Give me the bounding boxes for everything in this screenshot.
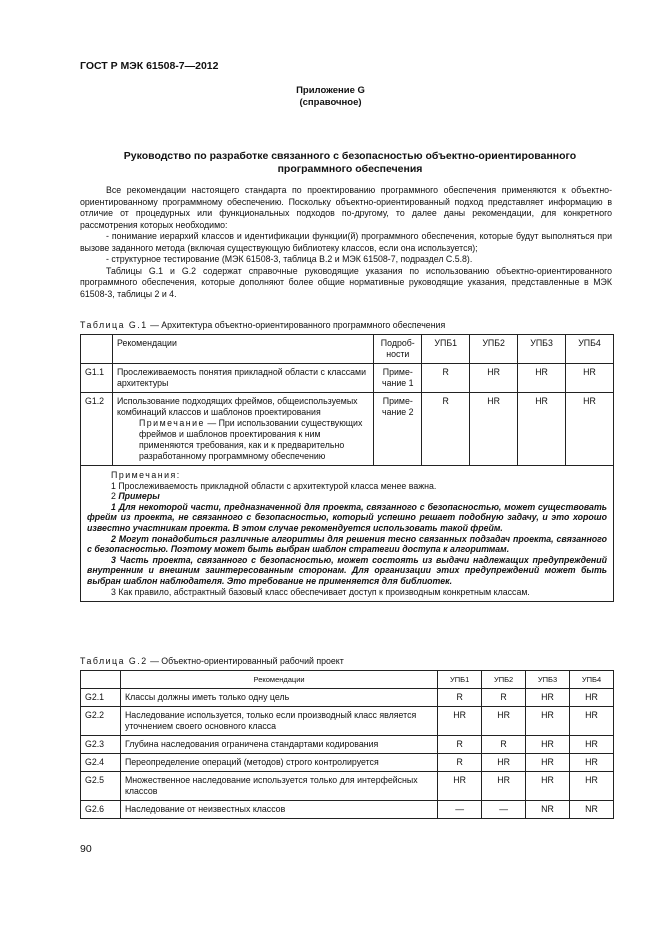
table2-caption — [80, 656, 344, 666]
row-sil1: R — [422, 364, 470, 393]
table-row — [81, 754, 614, 772]
row-sil1: R — [422, 393, 470, 466]
row-recommendation: Множественное наследование используется только для интерфейсных классов — [120, 772, 437, 801]
row-details: Приме-чание 1 — [374, 364, 422, 393]
table-notes-row — [81, 466, 614, 602]
header-cell — [81, 335, 113, 364]
header-cell: УПБ3 — [518, 335, 566, 364]
intro-text — [80, 185, 612, 300]
row-recommendation — [112, 393, 373, 466]
header-cell: УПБ1 — [422, 335, 470, 364]
row-id: G2.2 — [81, 707, 121, 736]
appendix-label: Приложение G — [296, 85, 365, 96]
row-recommendation: Наследование от неизвестных классов — [120, 801, 437, 819]
header-cell: УПБ2 — [482, 671, 526, 689]
row-id: G1.1 — [81, 364, 113, 393]
row-sil1: R — [438, 689, 482, 707]
row-note-label: Примечание — [138, 418, 205, 428]
row-sil3: NR — [526, 801, 570, 819]
row-sil3: HR — [526, 707, 570, 736]
example-item: 1 Для некоторой части, предназначенной для проекта, связанного с безопасностью, может существовать фрейм из проекта, не связанного с безопасностью, который успешно решает подобную задачу, и это хорошо известно участникам проекта. В этом случае рекомендуется использовать такой фрейм. — [87, 501, 607, 533]
row-sil4: HR — [570, 772, 614, 801]
table-row — [81, 707, 614, 736]
table-row — [81, 689, 614, 707]
row-sil2: — — [482, 801, 526, 819]
row-sil4: HR — [570, 754, 614, 772]
table-header-row — [81, 671, 614, 689]
table-row — [81, 364, 614, 393]
row-sil3: HR — [526, 772, 570, 801]
row-sil4: HR — [566, 393, 614, 466]
row-sil2: HR — [470, 364, 518, 393]
note-number: 2 — [111, 491, 119, 502]
header-cell: Рекомендации — [112, 335, 373, 364]
page-number: 90 — [80, 843, 92, 855]
table-notes — [81, 466, 614, 602]
document-id: ГОСТ Р МЭК 61508-7—2012 — [80, 60, 219, 72]
row-id: G1.2 — [81, 393, 113, 466]
row-sil2: R — [482, 689, 526, 707]
row-recommendation: Классы должны иметь только одну цель — [120, 689, 437, 707]
note-item: 1 Прослеживаемость прикладной области с архитектурой класса менее важна. — [111, 480, 437, 491]
note-item: 3 Как правило, абстрактный базовый класс обеспечивает доступ к производным конкретным классам. — [111, 586, 530, 597]
row-sil1: — — [438, 801, 482, 819]
table2-caption-text: — Объектно-ориентированный рабочий проект — [147, 656, 344, 666]
row-recommendation: Прослеживаемость понятия прикладной области с классами архитектуры — [112, 364, 373, 393]
row-sil4: HR — [566, 364, 614, 393]
row-sil1: R — [438, 754, 482, 772]
row-id: G2.5 — [81, 772, 121, 801]
header-cell: УПБ3 — [526, 671, 570, 689]
header-cell — [81, 671, 121, 689]
row-sil4: HR — [570, 689, 614, 707]
intro-bullet: - структурное тестирование (МЭК 61508-3, таблица В.2 и МЭК 61508-7, подраздел С.5.8). — [106, 254, 473, 264]
row-sil2: HR — [482, 707, 526, 736]
row-recommendation: Наследование используется, только если производный класс является уточнением своего основного класса — [120, 707, 437, 736]
table-row — [81, 393, 614, 466]
table1 — [80, 334, 614, 602]
row-sil1: HR — [438, 772, 482, 801]
row-id: G2.1 — [81, 689, 121, 707]
header-cell: Рекомендации — [120, 671, 437, 689]
row-id: G2.4 — [81, 754, 121, 772]
row-sil2: HR — [482, 754, 526, 772]
note-item — [87, 491, 607, 502]
table1-caption-text: — Архитектура объектно-ориентированного программного обеспечения — [147, 320, 446, 330]
table1-caption — [80, 320, 445, 330]
section-title-line1: Руководство по разработке связанного с безопасностью объектно-ориентированного — [123, 150, 577, 162]
row-sil4: HR — [570, 707, 614, 736]
row-details: Приме-чание 2 — [374, 393, 422, 466]
notes-label: Примечания: — [111, 470, 181, 480]
row-sil2: HR — [470, 393, 518, 466]
row-sil1: R — [438, 736, 482, 754]
table1-caption-label: Таблица G.1 — [80, 320, 148, 330]
row-sil3: HR — [518, 393, 566, 466]
intro-paragraph: Таблицы G.1 и G.2 содержат справочные руководящие указания по использованию объектно-ориентированного программного обеспечения, которые дополняют более общие нормативные руководящие указания, представленные в МЭК 61508-3, таблицы 2 и 4. — [80, 265, 612, 299]
example-item: 2 Могут понадобиться различные алгоритмы для решения тесно связанных подзадач проекта, связанного с безопасностью. Поэтому может быть выбран шаблон стратегии доступа к алгоритмам. — [87, 533, 607, 555]
row-id: G2.3 — [81, 736, 121, 754]
table-header-row — [81, 335, 614, 364]
row-sil1: HR — [438, 707, 482, 736]
section-title-line2: программного обеспечения — [277, 163, 423, 175]
row-note-text: — При использовании существующих фреймов и шаблонов проектирования к ним применяются требования, как и к предварительно разработанному программному обеспечению — [138, 418, 363, 461]
section-title — [60, 150, 640, 176]
header-cell: УПБ4 — [570, 671, 614, 689]
header-cell: УПБ2 — [470, 335, 518, 364]
header-cell: УПБ1 — [438, 671, 482, 689]
row-sil2: HR — [482, 772, 526, 801]
row-sil4: HR — [570, 736, 614, 754]
appendix-heading — [0, 85, 661, 109]
row-recommendation: Переопределение операций (методов) строго контролируется — [120, 754, 437, 772]
row-recommendation: Глубина наследования ограничена стандартами кодирования — [120, 736, 437, 754]
row-sil3: HR — [526, 754, 570, 772]
intro-paragraph: Все рекомендации настоящего стандарта по проектированию программного обеспечения применяются к объектно-ориентированному программному обеспечению. Поскольку объектно-ориентированный подход представляет информацию в отличие от процедурных или функциональных подходов по-другому, то далее даны рекомендации, для конкретного рассмотрения которых необходимо: — [80, 185, 612, 230]
header-cell: УПБ4 — [566, 335, 614, 364]
table-row — [81, 736, 614, 754]
example-item: 3 Часть проекта, связанного с безопасностью, может состоять из выдачи надлежащих предупреждений внутренним и внешним заинтересованным сторонам. Для организации этих предупреждений может быть выбран шаблон наблюдателя. Это требование не применяется для библиотек. — [87, 554, 607, 586]
row-sil3: HR — [526, 736, 570, 754]
note-examples-heading: Примеры — [118, 491, 160, 502]
header-cell: Подроб-ности — [374, 335, 422, 364]
row-sil2: R — [482, 736, 526, 754]
row-sil4: NR — [570, 801, 614, 819]
table-row — [81, 801, 614, 819]
row-sil3: HR — [518, 364, 566, 393]
table-row — [81, 772, 614, 801]
intro-bullet: - понимание иерархий классов и идентификации функции(й) программного обеспечения, которые будут выполняться при вызове заданного метода (включая существующую библиотеку классов, если она используется); — [80, 231, 612, 253]
table2 — [80, 670, 614, 819]
appendix-type: (справочное) — [299, 97, 362, 108]
table2-caption-label: Таблица G.2 — [80, 656, 148, 666]
row-recommendation-text: Использование подходящих фреймов, общеиспользуемых комбинаций классов и шаблонов проектирования — [116, 396, 358, 417]
row-note — [117, 418, 369, 462]
row-id: G2.6 — [81, 801, 121, 819]
row-sil3: HR — [526, 689, 570, 707]
